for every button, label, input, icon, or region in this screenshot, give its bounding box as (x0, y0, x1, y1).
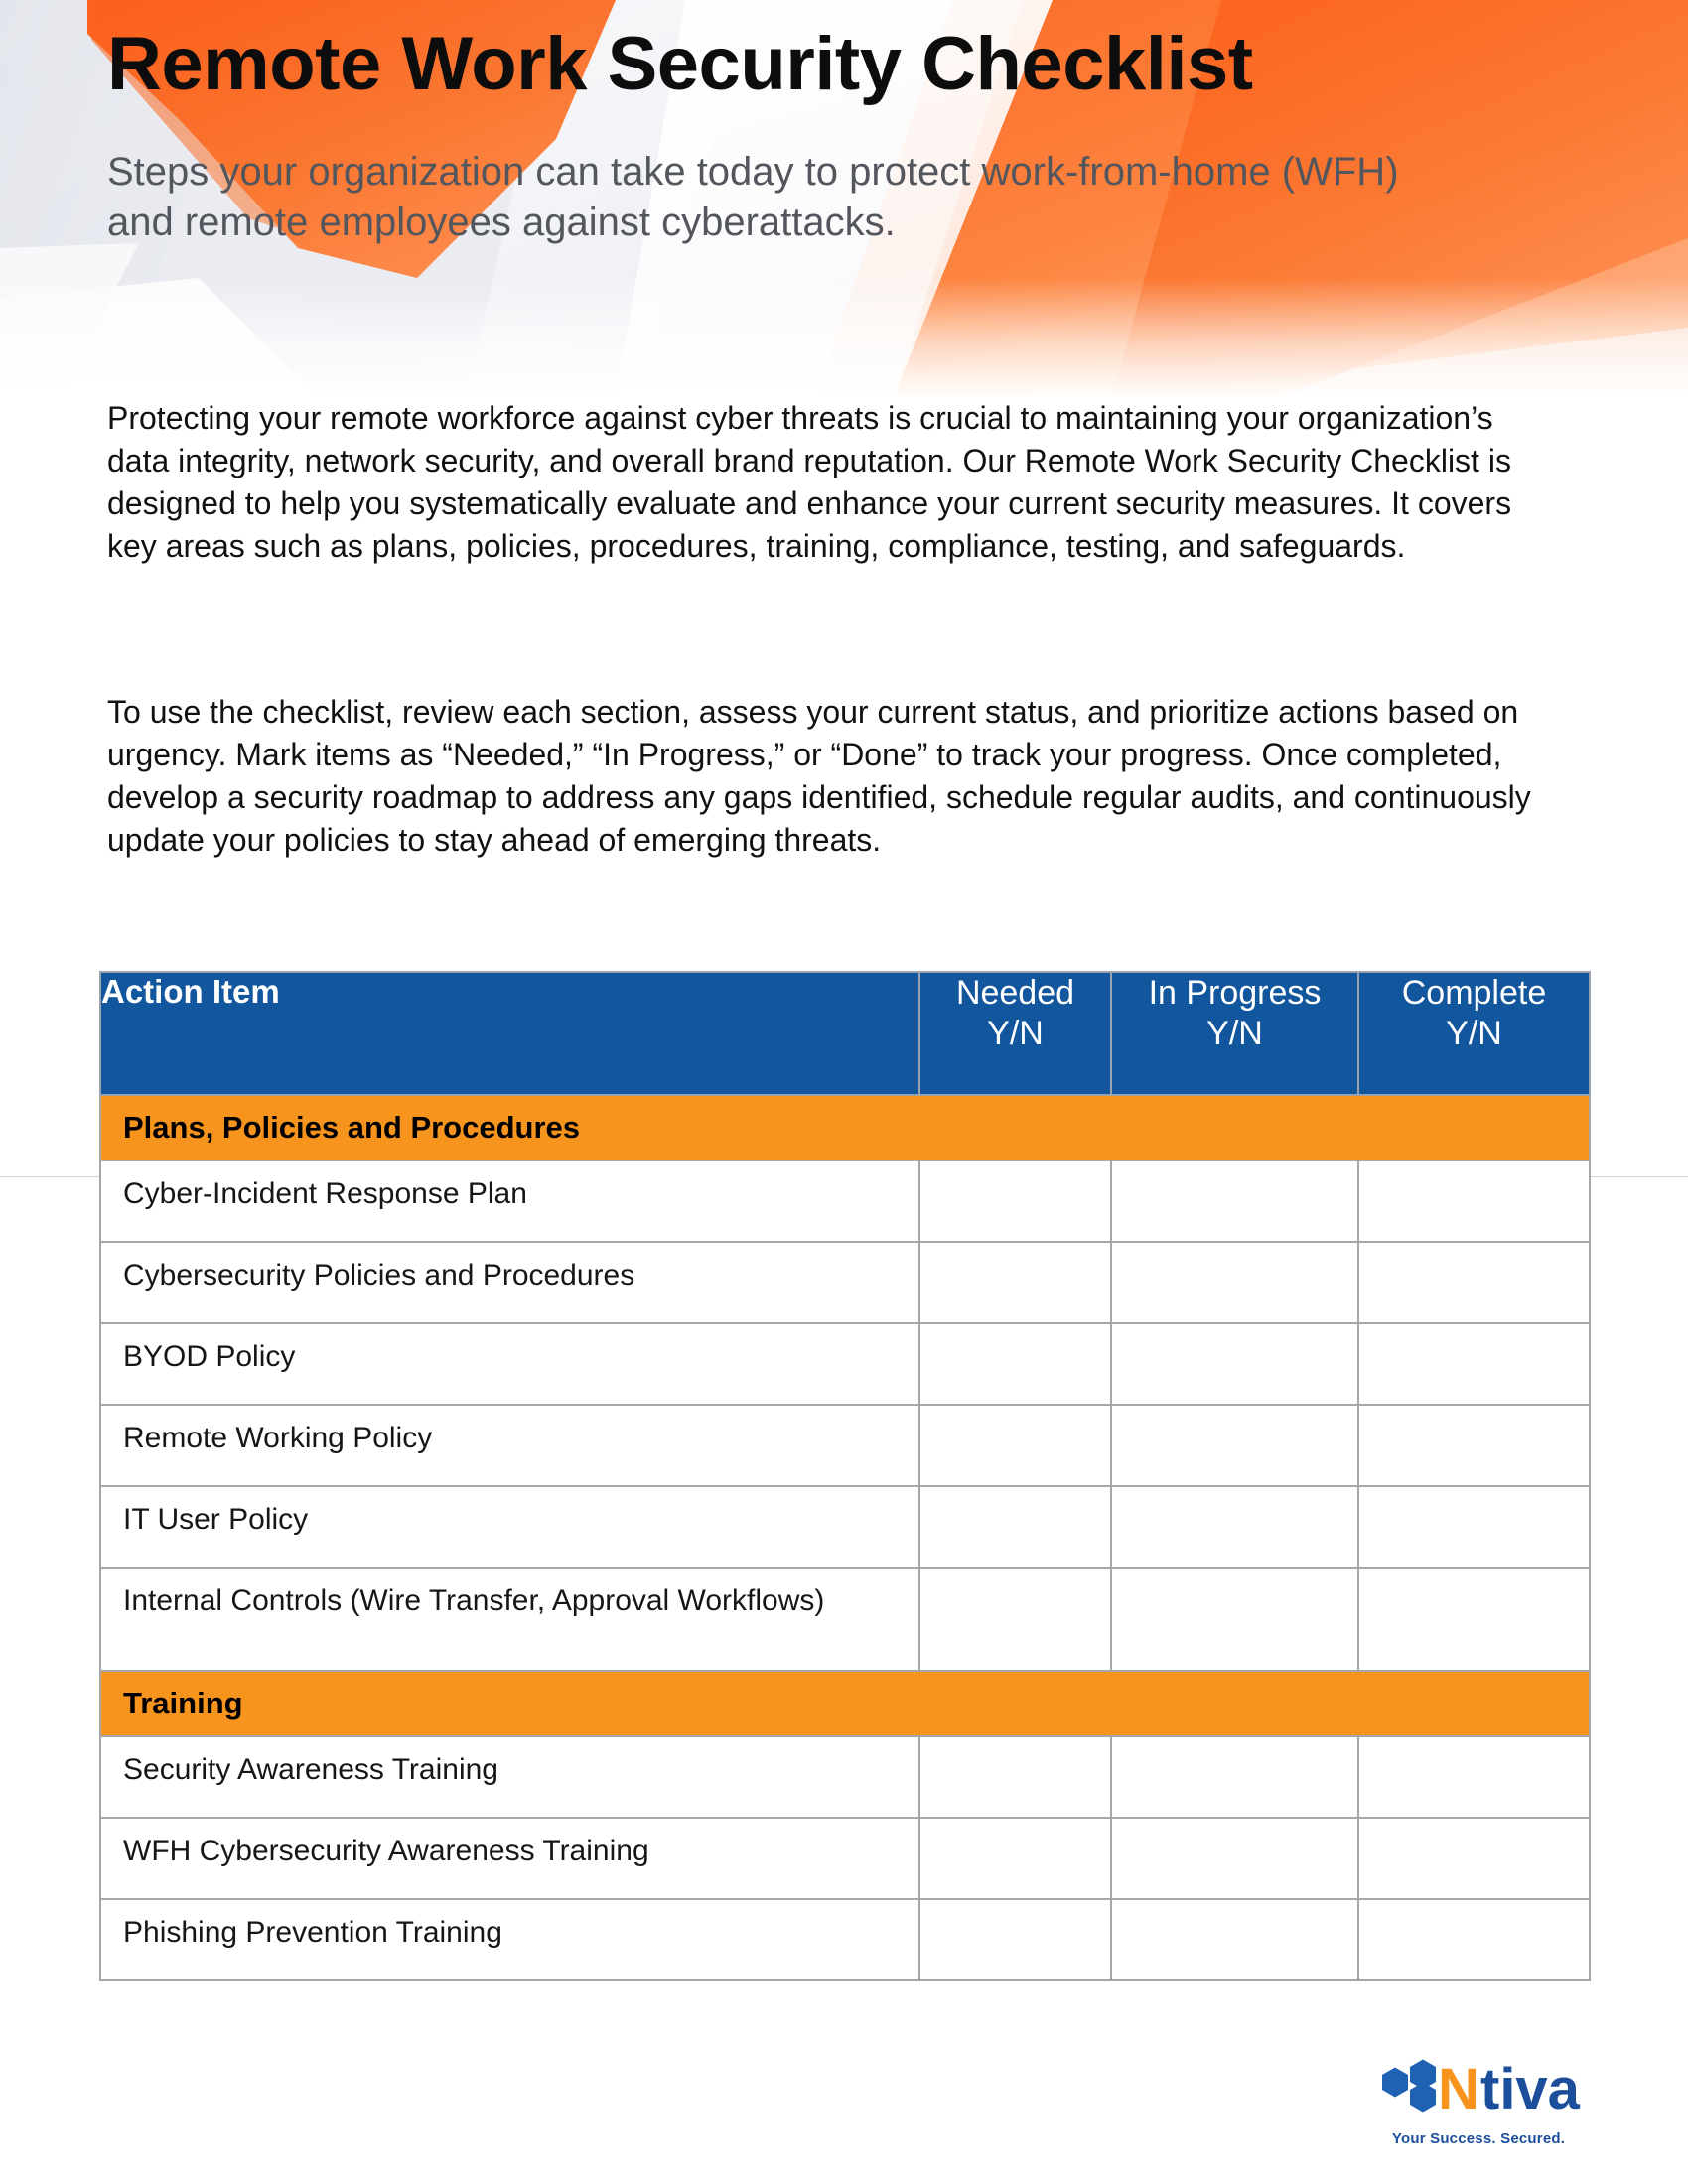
action-item-label: BYOD Policy (100, 1323, 919, 1405)
checkbox-cell-in-progress[interactable] (1111, 1736, 1358, 1818)
checkbox-cell-complete[interactable] (1358, 1242, 1590, 1323)
table-row (100, 1818, 1590, 1899)
intro-paragraph-2: To use the checklist, review each section, assess your current status, and prioritize actions based on urgency. Mark items as “Needed,” “In Progress,” or “Done” to track your progress. Once completed, develop a security roadmap to address any gaps identified, schedule regular audits, and continuously update your policies to stay ahead of emerging threats. (107, 694, 1531, 858)
checkbox-cell-needed[interactable] (919, 1242, 1111, 1323)
checkbox-cell-complete[interactable] (1358, 1736, 1590, 1818)
checkbox-cell-needed[interactable] (919, 1405, 1111, 1486)
table-row (100, 1899, 1590, 1980)
column-header-needed (919, 972, 1111, 1095)
checkbox-cell-in-progress[interactable] (1111, 1242, 1358, 1323)
action-item-label: Phishing Prevention Training (100, 1899, 919, 1980)
table-row (100, 1323, 1590, 1405)
table-section-row (100, 1671, 1590, 1736)
checklist-table (99, 971, 1591, 1981)
logo-letter-n: N (1438, 2057, 1479, 2121)
checkbox-cell-in-progress[interactable] (1111, 1323, 1358, 1405)
table-header-row (100, 972, 1590, 1095)
table-row (100, 1736, 1590, 1818)
intro-paragraph-1: Protecting your remote workforce against cyber threats is crucial to maintaining your organization’s data integrity, network security, and overall brand reputation. Our Remote Work Security Checklist is designed to help you systematically evaluate and enhance your current security measures. It covers key areas such as plans, policies, procedures, training, compliance, testing, and safeguards. (107, 400, 1512, 564)
checkbox-cell-complete[interactable] (1358, 1323, 1590, 1405)
action-item-label: Cyber-Incident Response Plan (100, 1160, 919, 1242)
checkbox-cell-in-progress[interactable] (1111, 1405, 1358, 1486)
action-item-label: Cybersecurity Policies and Procedures (100, 1242, 919, 1323)
checkbox-cell-complete[interactable] (1358, 1568, 1590, 1671)
table-row (100, 1405, 1590, 1486)
column-header-action-item: Action Item (100, 972, 919, 1095)
action-item-label: Security Awareness Training (100, 1736, 919, 1818)
checkbox-cell-in-progress[interactable] (1111, 1818, 1358, 1899)
table-section-title: Plans, Policies and Procedures (100, 1095, 1590, 1160)
table-row (100, 1160, 1590, 1242)
action-item-label: IT User Policy (100, 1486, 919, 1568)
column-header-in-progress-sublabel: Y/N (1206, 1014, 1263, 1052)
ntiva-logo-mark (1368, 2057, 1589, 2122)
checkbox-cell-complete[interactable] (1358, 1899, 1590, 1980)
column-header-complete (1358, 972, 1590, 1095)
table-section-title: Training (100, 1671, 1590, 1736)
checklist-table-body (100, 1095, 1590, 1980)
action-item-label: Remote Working Policy (100, 1405, 919, 1486)
logo-text-tiva: tiva (1480, 2057, 1580, 2121)
table-row (100, 1486, 1590, 1568)
table-row (100, 1242, 1590, 1323)
table-section-row (100, 1095, 1590, 1160)
checkbox-cell-needed[interactable] (919, 1736, 1111, 1818)
checkbox-cell-needed[interactable] (919, 1568, 1111, 1671)
checkbox-cell-complete[interactable] (1358, 1818, 1590, 1899)
column-header-in-progress (1111, 972, 1358, 1095)
checkbox-cell-in-progress[interactable] (1111, 1568, 1358, 1671)
action-item-label: Internal Controls (Wire Transfer, Approval Workflows) (100, 1568, 919, 1671)
checkbox-cell-complete[interactable] (1358, 1486, 1590, 1568)
column-header-complete-sublabel: Y/N (1446, 1014, 1502, 1052)
column-header-needed-label: Needed (955, 974, 1075, 1012)
logo-tagline: Your Success. Secured. (1391, 2130, 1566, 2147)
checkbox-cell-in-progress[interactable] (1111, 1486, 1358, 1568)
checkbox-cell-needed[interactable] (919, 1486, 1111, 1568)
checkbox-cell-complete[interactable] (1358, 1405, 1590, 1486)
hexagon-cluster-icon (1382, 2060, 1436, 2113)
column-header-complete-label: Complete (1401, 974, 1547, 1012)
checkbox-cell-in-progress[interactable] (1111, 1899, 1358, 1980)
action-item-label: WFH Cybersecurity Awareness Training (100, 1818, 919, 1899)
checkbox-cell-needed[interactable] (919, 1160, 1111, 1242)
checkbox-cell-needed[interactable] (919, 1899, 1111, 1980)
column-header-in-progress-label: In Progress (1148, 974, 1322, 1012)
checkbox-cell-in-progress[interactable] (1111, 1160, 1358, 1242)
checklist-table-container (99, 971, 1589, 1981)
table-row (100, 1568, 1590, 1671)
checkbox-cell-complete[interactable] (1358, 1160, 1590, 1242)
page-title: Remote Work Security Checklist (107, 22, 1253, 106)
page-subtitle: Steps your organization can take today to protect work-from-home (WFH) and remote employees against cyberattacks. (107, 150, 1399, 245)
column-header-needed-sublabel: Y/N (987, 1014, 1044, 1052)
checkbox-cell-needed[interactable] (919, 1323, 1111, 1405)
checkbox-cell-needed[interactable] (919, 1818, 1111, 1899)
ntiva-logo (1368, 2051, 1589, 2158)
